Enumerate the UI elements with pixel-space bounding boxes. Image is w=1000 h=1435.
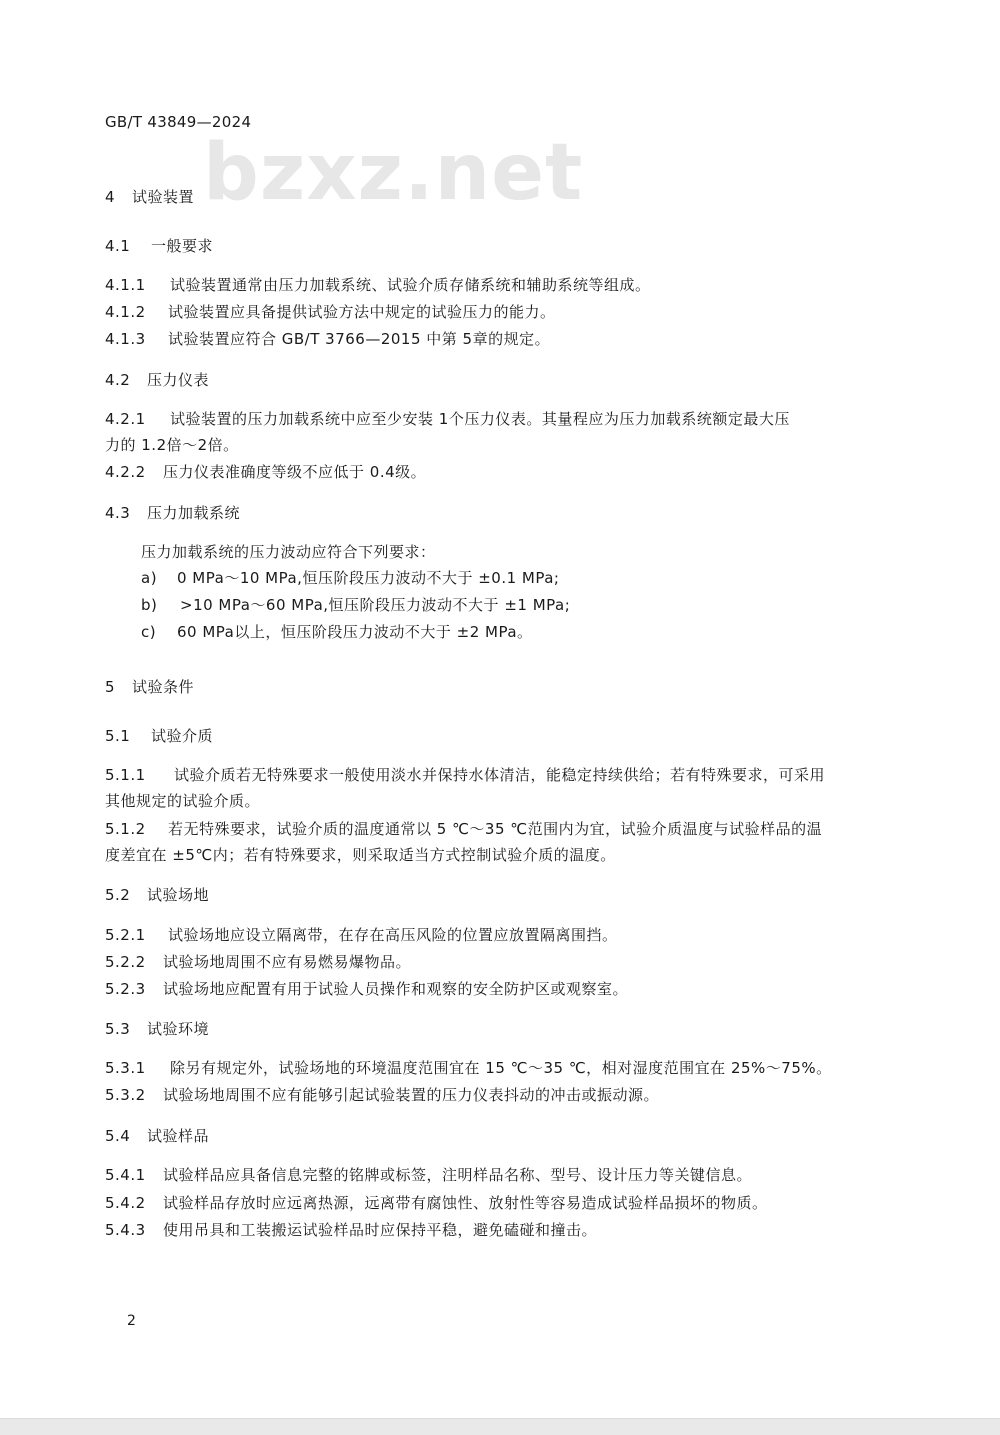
section-title: 试验场地 bbox=[147, 886, 210, 904]
section-number: 4.1 bbox=[105, 237, 131, 255]
clause-text-line1: 若无特殊要求，试验介质的温度通常以 5 ℃～35 ℃范围内为宜，试验介质温度与试验样品的温 bbox=[168, 820, 823, 838]
clause-text: 压力仪表准确度等级不应低于 0.4级。 bbox=[163, 463, 427, 481]
section-title: 试验样品 bbox=[147, 1127, 210, 1145]
clause-text: 试验场地应设立隔离带，在存在高压风险的位置应放置隔离围挡。 bbox=[168, 926, 618, 944]
clause-number: 5.1.2 bbox=[105, 820, 146, 838]
clause-text-line1: 试验介质若无特殊要求一般使用淡水并保持水体清洁，能稳定持续供给；若有特殊要求，可采用 bbox=[174, 766, 826, 784]
clause-text: 使用吊具和工装搬运试验样品时应保持平稳，避免磕碰和撞击。 bbox=[163, 1221, 598, 1239]
clause-text-line2: 其他规定的试验介质。 bbox=[105, 792, 261, 810]
clause-number: 5.2.1 bbox=[105, 926, 146, 944]
section-number: 4.2 bbox=[105, 371, 131, 389]
section-title: 试验环境 bbox=[147, 1020, 210, 1038]
clause-number: 4.1.1 bbox=[105, 276, 146, 294]
clause-number: 4.2.2 bbox=[105, 463, 146, 481]
clause-number: 5.1.1 bbox=[105, 766, 146, 784]
clause-number: 5.2.2 bbox=[105, 953, 146, 971]
section-title: 试验装置 bbox=[132, 188, 195, 206]
clause-text: 试验场地周围不应有易燃易爆物品。 bbox=[163, 953, 412, 971]
list-label: b) bbox=[141, 596, 158, 614]
document-id: GB/T 43849—2024 bbox=[105, 113, 252, 131]
section-number: 5.3 bbox=[105, 1020, 131, 1038]
page-number: 2 bbox=[127, 1313, 137, 1329]
section-title: 试验条件 bbox=[132, 678, 195, 696]
clause-number: 5.2.3 bbox=[105, 980, 146, 998]
clause-text: 试验装置通常由压力加载系统、试验介质存储系统和辅助系统等组成。 bbox=[170, 276, 651, 294]
section-number: 5.4 bbox=[105, 1127, 131, 1145]
section-number: 5 bbox=[105, 678, 116, 696]
list-text: >10 MPa～60 MPa,恒压阶段压力波动不大于 ±1 MPa; bbox=[180, 596, 571, 614]
section-number: 4.3 bbox=[105, 504, 131, 522]
clause-text: 试验场地周围不应有能够引起试验装置的压力仪表抖动的冲击或振动源。 bbox=[163, 1086, 660, 1104]
clause-number: 5.4.3 bbox=[105, 1221, 146, 1239]
clause-number: 5.4.1 bbox=[105, 1166, 146, 1184]
clause-text: 试验样品存放时应远离热源，远离带有腐蚀性、放射性等容易造成试验样品损坏的物质。 bbox=[163, 1194, 768, 1212]
section-4-3-intro: 压力加载系统的压力波动应符合下列要求： bbox=[141, 543, 436, 561]
list-text: 60 MPa以上，恒压阶段压力波动不大于 ±2 MPa。 bbox=[177, 623, 533, 641]
section-title: 一般要求 bbox=[151, 237, 214, 255]
list-label: a) bbox=[141, 569, 158, 587]
clause-number: 4.1.3 bbox=[105, 330, 146, 348]
section-title: 试验介质 bbox=[151, 727, 214, 745]
section-title: 压力加载系统 bbox=[147, 504, 241, 522]
clause-number: 4.1.2 bbox=[105, 303, 146, 321]
clause-text-line2: 度差宜在 ±5℃内；若有特殊要求，则采取适当方式控制试验介质的温度。 bbox=[105, 846, 616, 864]
section-number: 4 bbox=[105, 188, 116, 206]
clause-text-line1: 试验装置的压力加载系统中应至少安装 1个压力仪表。其量程应为压力加载系统额定最大压 bbox=[170, 410, 790, 428]
clause-text: 试验装置应具备提供试验方法中规定的试验压力的能力。 bbox=[168, 303, 556, 321]
clause-text: 试验装置应符合 GB/T 3766—2015 中第 5章的规定。 bbox=[168, 330, 551, 348]
section-number: 5.2 bbox=[105, 886, 131, 904]
clause-number: 5.4.2 bbox=[105, 1194, 146, 1212]
clause-number: 5.3.1 bbox=[105, 1059, 146, 1077]
clause-text-line2: 力的 1.2倍～2倍。 bbox=[105, 436, 239, 454]
clause-text: 试验样品应具备信息完整的铭牌或标签，注明样品名称、型号、设计压力等关键信息。 bbox=[163, 1166, 753, 1184]
list-text: 0 MPa～10 MPa,恒压阶段压力波动不大于 ±0.1 MPa; bbox=[177, 569, 560, 587]
viewer-bottom-edge bbox=[0, 1418, 1000, 1435]
clause-number: 4.2.1 bbox=[105, 410, 146, 428]
clause-text: 除另有规定外，试验场地的环境温度范围宜在 15 ℃～35 ℃，相对湿度范围宜在 25%～75%。 bbox=[170, 1059, 832, 1077]
clause-text: 试验场地应配置有用于试验人员操作和观察的安全防护区或观察室。 bbox=[163, 980, 629, 998]
watermark: bzxz.net bbox=[203, 128, 584, 218]
clause-number: 5.3.2 bbox=[105, 1086, 146, 1104]
section-number: 5.1 bbox=[105, 727, 131, 745]
section-title: 压力仪表 bbox=[147, 371, 210, 389]
list-label: c) bbox=[141, 623, 157, 641]
